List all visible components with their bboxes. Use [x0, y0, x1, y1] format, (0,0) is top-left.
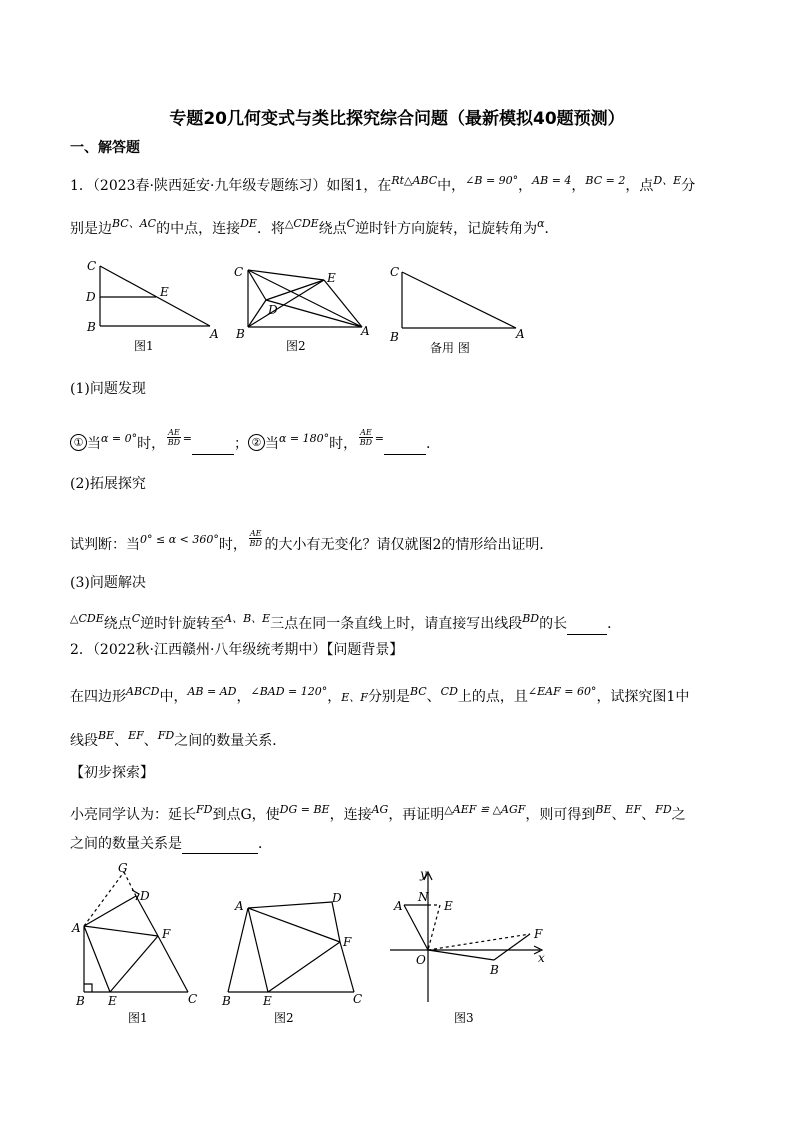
q2-math: ∠EAF = 60°: [527, 685, 597, 698]
q1-math: C: [131, 612, 141, 625]
q1-text: 1．（2023春·陕西延安·九年级专题练习）如图1，在: [70, 178, 392, 194]
q1-math: DE: [240, 217, 257, 230]
q1-text: ，: [518, 178, 533, 194]
q1-text: ．将: [256, 221, 285, 237]
q1-text: 绕点: [318, 221, 347, 237]
circled-number: ①: [70, 434, 87, 451]
q2-line1: 2．（2022秋·江西赣州·八年级统考期中）【问题背景】: [70, 642, 404, 658]
fig2-label-c: C: [234, 265, 244, 279]
fig1-caption: 图1: [134, 339, 154, 353]
q2-math: EF: [128, 729, 144, 742]
q1-math: BC = 2: [585, 174, 626, 187]
q1-part3-heading: (3)问题解决: [70, 575, 146, 591]
q2-text: 中，: [159, 689, 188, 705]
circled-number: ②: [248, 434, 265, 451]
q2-math: ABCD: [126, 685, 160, 698]
fig2-caption: 图2: [286, 339, 306, 353]
fig2-label-a: A: [361, 324, 370, 338]
q1-figure-spare: [402, 272, 516, 328]
q2-fig2-label-d: D: [332, 891, 342, 905]
q1-math: C: [346, 217, 356, 230]
q1-line1: [70, 176, 730, 197]
q2-text: 、: [641, 807, 656, 823]
fig3-label-b: B: [390, 330, 399, 344]
q1-part1-heading: (1)问题发现: [70, 381, 146, 397]
q2-fig1-label-g: G: [118, 861, 128, 875]
fig2-label-d: D: [268, 303, 278, 317]
q2-text: 、: [611, 807, 626, 823]
q2-line5: [70, 834, 730, 854]
answer-blank[interactable]: [384, 454, 426, 455]
q2-text: 之间的数量关系是: [70, 836, 182, 852]
q2-figures: [70, 860, 570, 1030]
q1-text: 时，: [329, 436, 358, 452]
q1-text: 逆时针旋转至: [140, 616, 225, 632]
q1-text: 绕点: [103, 616, 132, 632]
q1-text: ，: [571, 178, 586, 194]
q2-fig1-label-b: B: [76, 994, 85, 1008]
q2-text: 线段: [70, 733, 98, 749]
q1-text: 逆时针方向旋转，记旋转角为: [355, 221, 538, 237]
q1-text: 的长: [539, 616, 568, 632]
q2-math: ∠BAD = 120°: [250, 685, 328, 698]
q1-math: α = 180°: [278, 432, 330, 445]
q1-math: α = 0°: [101, 432, 138, 445]
q2-fig3-label-n: N: [418, 890, 429, 904]
page-title: 专题20几何变式与类比探究综合问题（最新模拟40题预测）: [169, 109, 625, 129]
q2-math: E、F: [341, 691, 368, 704]
answer-blank[interactable]: [182, 853, 258, 854]
q2-math: FD: [157, 729, 175, 742]
q2-fig3-label-f: F: [534, 927, 543, 941]
fraction-ae-bd: $\frac{AE}{BD}$: [167, 427, 181, 447]
q2-figure-1: [84, 872, 188, 992]
q2-fig1-caption: 图1: [128, 1011, 148, 1025]
q1-math: BC、AC: [112, 217, 157, 230]
q2-math: BE: [98, 729, 115, 742]
q1-math: AB = 4: [532, 174, 572, 187]
q1-part2-line: [70, 528, 730, 556]
q2-text: 、: [114, 733, 129, 749]
q2-text: 在四边形: [70, 689, 126, 705]
fig1-label-a: A: [210, 327, 219, 341]
q1-text: 当: [264, 436, 279, 452]
q2-fig3-label-x: x: [538, 951, 545, 965]
q2-figure-2: [228, 902, 354, 992]
q2-fig2-label-f: F: [343, 935, 352, 949]
q2-text: 之: [671, 807, 686, 823]
q2-math: AG: [371, 803, 389, 816]
q2-math: DG = BE: [279, 803, 330, 816]
q2-text: 到点G，使: [212, 807, 280, 823]
q1-text: 三点在同一条直线上时，请直接写出线段: [270, 616, 523, 632]
q2-math: CD: [440, 685, 458, 698]
q1-text: 时，: [218, 537, 247, 553]
fig3-caption: 备用 图: [430, 341, 470, 355]
q2-text: 分别是: [367, 689, 410, 705]
q1-text: 别是边: [70, 221, 112, 237]
q2-text: 上的点，且: [457, 689, 528, 705]
q2-explore-heading: 【初步探索】: [70, 765, 154, 781]
fraction-ae-bd: $\frac{AE}{BD}$: [359, 427, 373, 447]
q2-math: FD: [196, 803, 213, 816]
q2-fig3-label-y: y: [420, 867, 427, 881]
q2-fig1-label-e: E: [108, 994, 117, 1008]
q1-text: .: [425, 436, 431, 452]
q2-text: ，试探究图1中: [596, 689, 690, 705]
q2-fig2-label-e: E: [263, 994, 272, 1008]
q2-figure-3: [390, 872, 542, 1002]
q1-math: BD: [522, 612, 540, 625]
q2-fig1-label-c: C: [188, 992, 198, 1006]
q2-fig2-label-a: A: [235, 899, 244, 913]
fig1-label-b: B: [87, 320, 96, 334]
fig1-label-c: C: [87, 259, 97, 273]
q2-fig3-caption: 图3: [454, 1011, 474, 1025]
q1-math: ∠B = 90°: [465, 174, 519, 187]
q1-part2-heading: (2)拓展探究: [70, 476, 146, 492]
q2-fig3-label-e: E: [444, 899, 453, 913]
fig3-label-c: C: [390, 265, 400, 279]
q2-math: AB = AD: [187, 685, 237, 698]
q2-line4: [70, 805, 730, 826]
q2-fig2-label-b: B: [222, 994, 231, 1008]
q2-text: ，再证明: [388, 807, 445, 823]
q1-math: △CDE: [284, 217, 319, 230]
q1-text: 当: [87, 436, 101, 452]
q2-text: ．: [258, 836, 272, 852]
q1-figures: [80, 252, 540, 362]
fig2-label-b: B: [236, 327, 245, 341]
q1-math: =: [374, 432, 384, 445]
q1-math: =: [182, 432, 192, 445]
q1-text: ．: [607, 616, 622, 632]
q1-text: 试判断：当: [70, 537, 140, 553]
q1-text: 的大小有无变化？请仅就图2的情形给出证明．: [264, 537, 554, 553]
q2-text: ，: [327, 689, 342, 705]
q2-fig2-caption: 图2: [274, 1011, 294, 1025]
q1-line2: [70, 219, 730, 240]
q2-text: ，连接: [329, 807, 372, 823]
q2-fig3-label-b: B: [490, 963, 499, 977]
q1-text: ．: [544, 221, 559, 237]
fig2-label-e: E: [327, 271, 336, 285]
q2-text: 小亮同学认为：延长: [70, 807, 196, 823]
q1-text: 时，: [137, 436, 166, 452]
fig1-label-e: E: [160, 285, 169, 299]
q2-math: EF: [625, 803, 642, 816]
q2-fig1-label-f: F: [162, 927, 171, 941]
q1-math: D、E: [653, 174, 682, 187]
q1-text: 的中点，连接: [156, 221, 241, 237]
fraction-ae-bd: $\frac{AE}{BD}$: [249, 528, 262, 548]
fig1-label-d: D: [86, 290, 96, 304]
q1-text: 中，: [437, 178, 466, 194]
q2-text: 、: [426, 689, 441, 705]
q1-part3-line: [70, 614, 730, 635]
q1-math: 0° ≤ α < 360°: [140, 533, 219, 546]
q2-fig3-label-o: O: [416, 953, 426, 967]
q2-fig3-label-a: A: [394, 899, 403, 913]
answer-blank[interactable]: [192, 454, 234, 455]
q2-fig1-label-a: A: [72, 921, 81, 935]
q2-text: ，: [236, 689, 251, 705]
q1-math: Rt△ABC: [391, 174, 438, 187]
answer-blank[interactable]: [567, 634, 607, 635]
q2-math: BC: [409, 685, 427, 698]
q1-text: 分: [681, 178, 696, 194]
q2-math: FD: [655, 803, 672, 816]
q2-fig2-label-c: C: [353, 992, 363, 1006]
fig3-label-a: A: [516, 327, 525, 341]
q1-math: A、B、E: [224, 612, 271, 625]
q1-text: ；: [233, 436, 248, 452]
q1-part1-line: [70, 427, 730, 455]
q2-math: BE: [595, 803, 612, 816]
section-heading: 一、解答题: [70, 140, 140, 156]
q2-line3: [70, 731, 730, 752]
q1-text: ，点: [625, 178, 654, 194]
q1-math: α: [537, 217, 545, 230]
q2-text: ，则可得到: [525, 807, 596, 823]
q1-figure-2: [248, 270, 362, 327]
q2-fig1-label-d: D: [140, 889, 150, 903]
q1-figure-1: [100, 266, 210, 326]
q2-math: △AEF ≌ △AGF: [444, 803, 526, 816]
q1-math: △CDE: [70, 612, 104, 625]
q2-text: 之间的数量关系．: [174, 733, 287, 749]
q2-text: 、: [143, 733, 158, 749]
q2-line2: [70, 687, 730, 708]
